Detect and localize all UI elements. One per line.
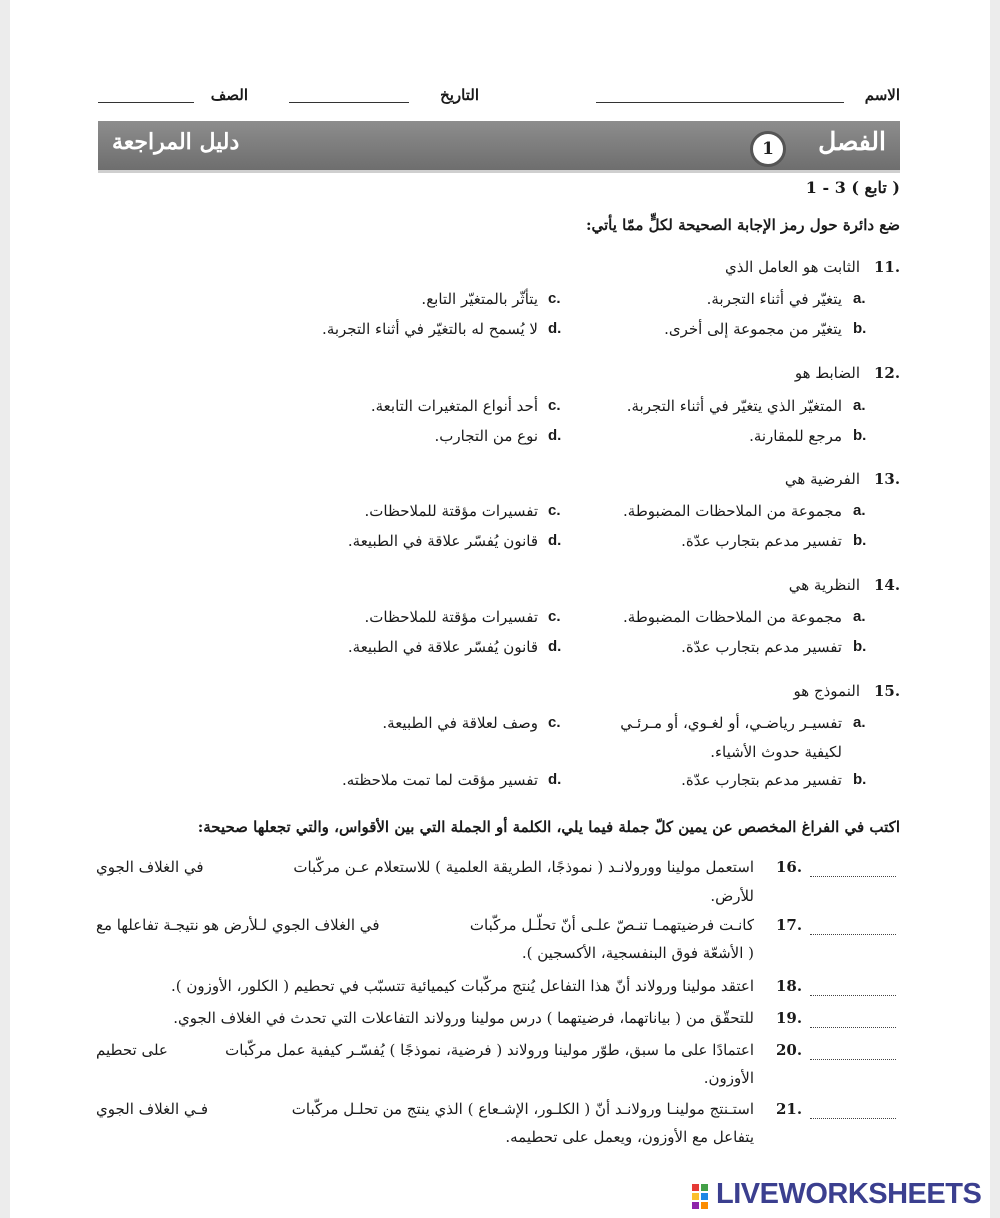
option-letter-b[interactable]: b.: [853, 771, 867, 788]
question-number: 11.: [874, 258, 901, 276]
option-letter-a[interactable]: a.: [853, 397, 866, 414]
question-stem: النموذج هو: [793, 682, 860, 700]
option-c[interactable]: أحد أنواع المتغيرات التابعة.: [370, 397, 538, 415]
logo-square-green: [701, 1184, 708, 1191]
option-c[interactable]: يتأثّر بالمتغيّر التابع.: [421, 290, 538, 308]
logo-square-orange: [701, 1202, 708, 1209]
option-letter-d[interactable]: d.: [548, 320, 562, 337]
option-a[interactable]: يتغيّر في أثناء التجربة.: [706, 290, 842, 308]
option-b[interactable]: مرجع للمقارنة.: [749, 427, 842, 445]
answer-blank[interactable]: [810, 1026, 896, 1028]
instruction-circle: ضع دائرة حول رمز الإجابة الصحيحة لكلٍّ ممّا يأتي:: [585, 216, 900, 234]
chapter-label: الفصل: [818, 127, 886, 156]
question-number: 12.: [874, 364, 901, 382]
option-d[interactable]: نوع من التجارب.: [434, 427, 538, 445]
item-number: 16.: [776, 858, 803, 876]
option-d[interactable]: لا يُسمح له بالتغيّر في أثناء التجربة.: [322, 320, 538, 338]
item-number: 20.: [776, 1041, 803, 1059]
answer-blank[interactable]: [810, 1058, 896, 1060]
option-letter-c[interactable]: c.: [548, 714, 561, 731]
page-edge-left: [0, 0, 10, 1218]
item-text-line2: الأوزون.: [703, 1069, 754, 1087]
option-letter-c[interactable]: c.: [548, 290, 561, 307]
watermark-text: LIVEWORKSHEETS: [716, 1178, 982, 1210]
option-letter-a[interactable]: a.: [853, 714, 866, 731]
instruction-fill: اكتب في الفراغ المخصص عن يمين كلّ جملة فيما يلي، الكلمة أو الجملة التي بين الأقواس، والتي تجعلها صحيحة:: [197, 818, 900, 836]
answer-blank[interactable]: [810, 1117, 896, 1119]
section-label: ( تابع ) 3 - 1: [805, 178, 900, 197]
question-number: 15.: [874, 682, 901, 700]
option-a-continued[interactable]: لكيفية حدوث الأشياء.: [710, 743, 842, 761]
question-number: 14.: [874, 576, 901, 594]
option-b[interactable]: يتغيّر من مجموعة إلى أخرى.: [664, 320, 842, 338]
answer-blank[interactable]: [810, 933, 896, 935]
option-d[interactable]: قانون يُفسّر علاقة في الطبيعة.: [347, 532, 538, 550]
question-stem: الضابط هو: [794, 364, 860, 382]
item-text: اعتقد مولينا ورولاند أنّ هذا التفاعل يُنتج مركّبات كيميائية تتسبّب في تحطيم ( الكلور، الأوزون ).: [170, 977, 754, 995]
question-number: 13.: [874, 470, 901, 488]
date-line[interactable]: [289, 101, 409, 103]
item-text-line2: يتفاعل مع الأوزون، ويعمل على تحطيمه.: [505, 1128, 754, 1146]
option-d[interactable]: تفسير مؤقت لما تمت ملاحظته.: [342, 771, 538, 789]
option-a[interactable]: المتغيّر الذي يتغيّر في أثناء التجربة.: [626, 397, 842, 415]
option-letter-d[interactable]: d.: [548, 532, 562, 549]
question-stem: النظرية هي: [788, 576, 860, 594]
option-letter-d[interactable]: d.: [548, 771, 562, 788]
option-letter-a[interactable]: a.: [853, 502, 866, 519]
answer-blank[interactable]: [810, 994, 896, 996]
question-stem: الفرضية هي: [784, 470, 860, 488]
option-a[interactable]: تفسيـر رياضـي، أو لغـوي، أو مـرئـي: [620, 714, 842, 732]
option-letter-b[interactable]: b.: [853, 638, 867, 655]
option-c[interactable]: تفسيرات مؤقتة للملاحظات.: [364, 608, 538, 626]
chapter-banner: [98, 121, 900, 173]
logo-square-purple: [692, 1202, 699, 1209]
class-line[interactable]: [98, 101, 194, 103]
option-b[interactable]: تفسير مدعم بتجارب عدّة.: [681, 638, 842, 656]
option-b[interactable]: تفسير مدعم بتجارب عدّة.: [681, 771, 842, 789]
name-label: الاسم: [864, 86, 900, 104]
option-letter-d[interactable]: d.: [548, 427, 562, 444]
item-number: 21.: [776, 1100, 803, 1118]
logo-square-red: [692, 1184, 699, 1191]
page-edge-right: [990, 0, 1000, 1218]
item-text-line2: للأرض.: [710, 887, 754, 905]
option-letter-b[interactable]: b.: [853, 532, 867, 549]
option-a[interactable]: مجموعة من الملاحظات المضبوطة.: [623, 502, 842, 520]
name-line[interactable]: [596, 101, 844, 103]
option-letter-c[interactable]: c.: [548, 397, 561, 414]
item-number: 19.: [776, 1009, 803, 1027]
class-label: الصف: [210, 86, 248, 104]
item-text-end: في الغلاف الجوي لـلأرض هو نتيجـة تفاعلها مع: [96, 916, 380, 934]
header-fields: [98, 86, 900, 108]
item-number: 17.: [776, 916, 803, 934]
option-c[interactable]: تفسيرات مؤقتة للملاحظات.: [364, 502, 538, 520]
option-letter-a[interactable]: a.: [853, 290, 866, 307]
item-text: كانـت فرضيتهمـا تنـصّ علـى أنّ تحلّـل مركّبات: [469, 916, 754, 934]
question-stem: الثابت هو العامل الذي: [725, 258, 860, 276]
option-b[interactable]: تفسير مدعم بتجارب عدّة.: [681, 532, 842, 550]
chapter-number-badge: 1: [750, 131, 786, 167]
item-text: استـنتج مولينـا ورولانـد أنّ ( الكلـور، الإشـعاع ) الذي ينتج من تحلـل مركّبات: [291, 1100, 754, 1118]
item-text: اعتمادًا على ما سبق، طوّر مولينا ورولاند ( فرضية، نموذجًا ) يُفسّـر كيفية عمل مركّبات: [225, 1041, 754, 1059]
answer-blank[interactable]: [810, 875, 896, 877]
item-text-end: فـي الغلاف الجوي: [96, 1100, 208, 1118]
item-text-end: على تحطيم: [96, 1041, 168, 1059]
option-letter-b[interactable]: b.: [853, 320, 867, 337]
item-number: 18.: [776, 977, 803, 995]
option-letter-d[interactable]: d.: [548, 638, 562, 655]
option-c[interactable]: وصف لعلاقة في الطبيعة.: [382, 714, 538, 732]
option-a[interactable]: مجموعة من الملاحظات المضبوطة.: [623, 608, 842, 626]
liveworksheets-logo: [690, 1178, 990, 1212]
review-guide-title: دليل المراجعة: [112, 129, 240, 155]
option-d[interactable]: قانون يُفسّر علاقة في الطبيعة.: [347, 638, 538, 656]
logo-square-blue: [701, 1193, 708, 1200]
option-letter-c[interactable]: c.: [548, 502, 561, 519]
option-letter-c[interactable]: c.: [548, 608, 561, 625]
item-text-line2: ( الأشعّة فوق البنفسجية، الأكسجين ).: [521, 944, 754, 962]
logo-square-yellow: [692, 1193, 699, 1200]
option-letter-b[interactable]: b.: [853, 427, 867, 444]
option-letter-a[interactable]: a.: [853, 608, 866, 625]
item-text: استعمل مولينا وورولانـد ( نموذجًا، الطريقة العلمية ) للاستعلام عـن مركّبات: [293, 858, 754, 876]
item-text-end: في الغلاف الجوي: [96, 858, 204, 876]
item-text: للتحقّق من ( بياناتهما، فرضيتهما ) درس مولينا ورولاند التفاعلات التي تحدث في الغلاف الجوي.: [173, 1009, 754, 1027]
date-label: التاريخ: [440, 86, 479, 104]
